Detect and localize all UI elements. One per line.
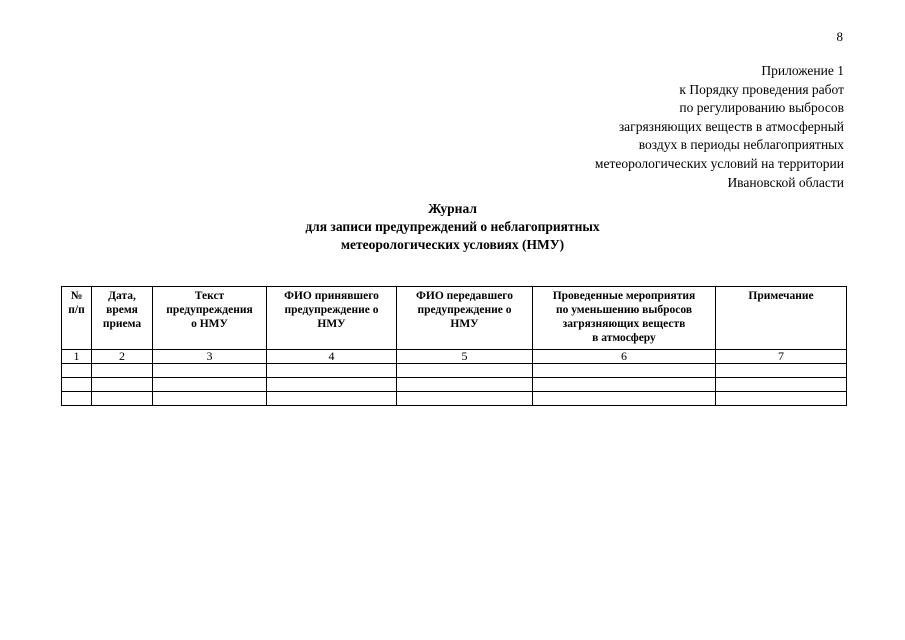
table-cell[interactable] [62,378,92,392]
journal-table [61,286,847,406]
header-row [62,287,847,350]
column-header: Текст предупреждения о НМУ [153,287,267,350]
document-title [0,200,905,254]
title-line: метеорологических условиях (НМУ) [340,237,565,252]
column-header: Примечание [716,287,847,350]
page-number: 8 [836,29,843,44]
appendix-reference [595,62,844,192]
table-row [62,364,847,378]
table-cell[interactable] [716,364,847,378]
table-cell[interactable] [267,392,397,406]
table-cell[interactable] [533,378,716,392]
column-header: Проведенные мероприятия по уменьшению выбросов загрязняющих веществ в атмосферу [533,287,716,350]
appendix-line: Приложение 1 [761,63,844,78]
column-header: ФИО передавшего предупреждение о НМУ [397,287,533,350]
table-cell[interactable] [92,392,153,406]
column-header: Дата, время приема [92,287,153,350]
table-row [62,392,847,406]
table-cell[interactable] [267,364,397,378]
column-number: 6 [533,350,716,364]
table-cell[interactable] [92,378,153,392]
table-cell[interactable] [716,392,847,406]
table-cell[interactable] [153,364,267,378]
table-row [62,378,847,392]
appendix-line: к Порядку проведения работ [679,81,844,97]
table-cell[interactable] [62,364,92,378]
column-number: 4 [267,350,397,364]
column-number: 1 [62,350,92,364]
appendix-line: воздух в периоды неблагоприятных [638,137,844,153]
column-header: ФИО принявшего предупреждение о НМУ [267,287,397,350]
column-number: 7 [716,350,847,364]
table-cell[interactable] [153,392,267,406]
table-cell[interactable] [62,392,92,406]
table-cell[interactable] [397,392,533,406]
appendix-line: метеорологических условий на территории [594,155,844,171]
table-cell[interactable] [153,378,267,392]
title-line: для записи предупреждений о неблагоприятных [305,219,600,234]
column-number: 2 [92,350,153,364]
table-cell[interactable] [716,378,847,392]
table-cell[interactable] [533,392,716,406]
appendix-line: загрязняющих веществ в атмосферный [618,118,844,134]
table-cell[interactable] [92,364,153,378]
appendix-line: Ивановской области [727,174,844,190]
table-cell[interactable] [397,378,533,392]
column-number-row [62,350,847,364]
table-cell[interactable] [267,378,397,392]
column-header: № п/п [62,287,92,350]
column-number: 5 [397,350,533,364]
title-line: Журнал [428,201,477,216]
table-cell[interactable] [397,364,533,378]
appendix-line: по регулированию выбросов [679,100,844,116]
column-number: 3 [153,350,267,364]
table-cell[interactable] [533,364,716,378]
